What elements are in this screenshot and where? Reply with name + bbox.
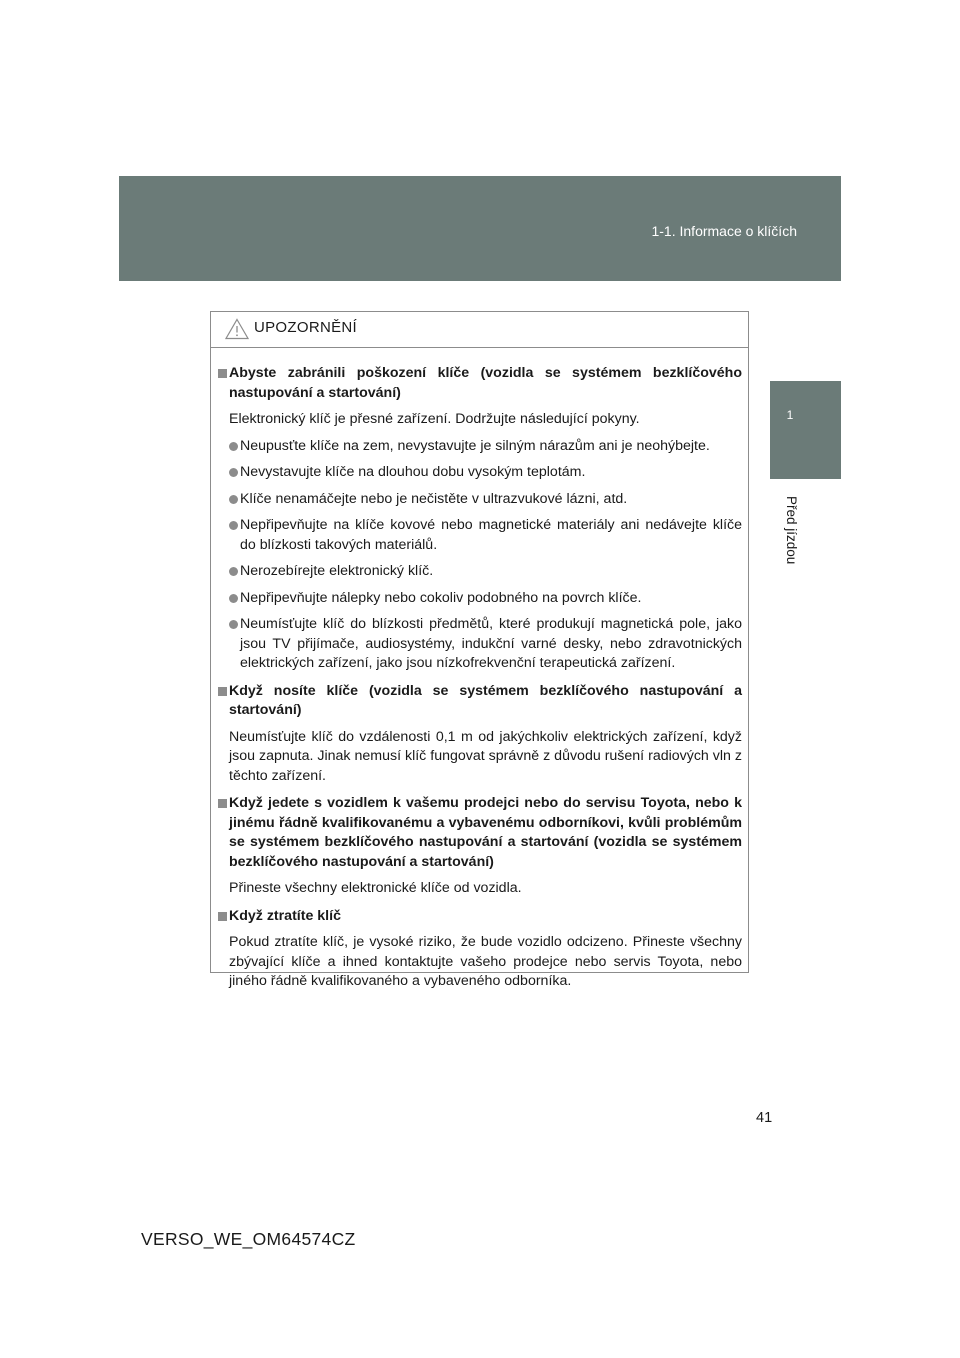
section-heading: Když ztratíte klíč: [218, 907, 742, 927]
square-bullet-icon: [218, 799, 227, 808]
section-heading: Když nosíte klíče (vozidla se systémem bezklíčového nastupování a startování): [218, 682, 742, 721]
header-band: [119, 176, 841, 281]
section-text: Přineste všechny elektronické klíče od vozidla.: [229, 880, 522, 896]
square-bullet-icon: [218, 912, 227, 921]
square-bullet-icon: [218, 687, 227, 696]
chapter-label: Před jízdou: [784, 496, 799, 565]
bullet-item: Nepřipevňujte na klíče kovové nebo magnetické materiály ani nedávejte klíče do blízkosti takových materiálů.: [218, 516, 742, 555]
section-heading: Abyste zabránili poškození klíče (vozidla se systémem bezklíčového nastupování a startování): [218, 364, 742, 403]
square-bullet-icon: [218, 369, 227, 378]
bullet-dot-icon: [229, 521, 238, 530]
warning-header: [211, 312, 748, 348]
chapter-number: 1: [786, 408, 794, 422]
section-heading: Když jedete s vozidlem k vašemu prodejci nebo do servisu Toyota, nebo k jinému řádně kvalifikovanému a vybavenému odborníkovi, kvůli problémům se systémem bezklíčového nastupování a startování (vozidla se systémem bezklíčového nastupování a startování): [218, 794, 742, 872]
bullet-dot-icon: [229, 594, 238, 603]
bullet-dot-icon: [229, 620, 238, 629]
section-text: Elektronický klíč je přesné zařízení. Dodržujte následující pokyny.: [229, 411, 640, 427]
bullet-item: Neupusťte klíče na zem, nevystavujte je silným nárazům ani je neohýbejte.: [218, 437, 742, 457]
bullet-item: Klíče nenamáčejte nebo je nečistěte v ultrazvukové lázni, atd.: [218, 490, 742, 510]
page-number: 41: [756, 1110, 773, 1126]
bullet-item: Nepřipevňujte nálepky nebo cokoliv podobného na povrch klíče.: [218, 589, 742, 609]
chapter-label-wrap: [783, 496, 803, 596]
warning-triangle-icon: [225, 318, 249, 340]
bullet-dot-icon: [229, 468, 238, 477]
document-code: VERSO_WE_OM64574CZ: [141, 1229, 356, 1249]
warning-body: [211, 348, 748, 992]
bullet-dot-icon: [229, 442, 238, 451]
bullet-list: [218, 437, 742, 674]
section-title: 1-1. Informace o klíčích: [651, 223, 797, 239]
bullet-dot-icon: [229, 567, 238, 576]
chapter-tab: [770, 381, 841, 479]
section-text: Neumísťujte klíč do vzdálenosti 0,1 m od jakýchkoliv elektrických zařízení, když jsou zapnuta. Jinak nemusí klíč fungovat správně z důvodu rušení radiových vln z těchto zařízení.: [229, 728, 742, 784]
bullet-dot-icon: [229, 495, 238, 504]
bullet-item: Nevystavujte klíče na dlouhou dobu vysokým teplotám.: [218, 463, 742, 483]
section-text: Pokud ztratíte klíč, je vysoké riziko, že bude vozidlo odcizeno. Přineste všechny zbývající klíče a ihned kontaktujte vašeho prodejce nebo servis Toyota, nebo jiného řádně kvalifikovaného a vybaveného odborníka.: [229, 934, 742, 989]
warning-box: [210, 311, 749, 989]
bullet-item: Neumísťujte klíč do blízkosti předmětů, které produkují magnetická pole, jako jsou TV přijímače, audiosystémy, indukční varné desky, nebo zdravotnických elektrických zařízení, jako jsou nízkofrekvenční terapeutická zařízení.: [218, 615, 742, 674]
warning-title: UPOZORNĚNÍ: [254, 319, 358, 336]
bullet-item: Nerozebírejte elektronický klíč.: [218, 562, 742, 582]
